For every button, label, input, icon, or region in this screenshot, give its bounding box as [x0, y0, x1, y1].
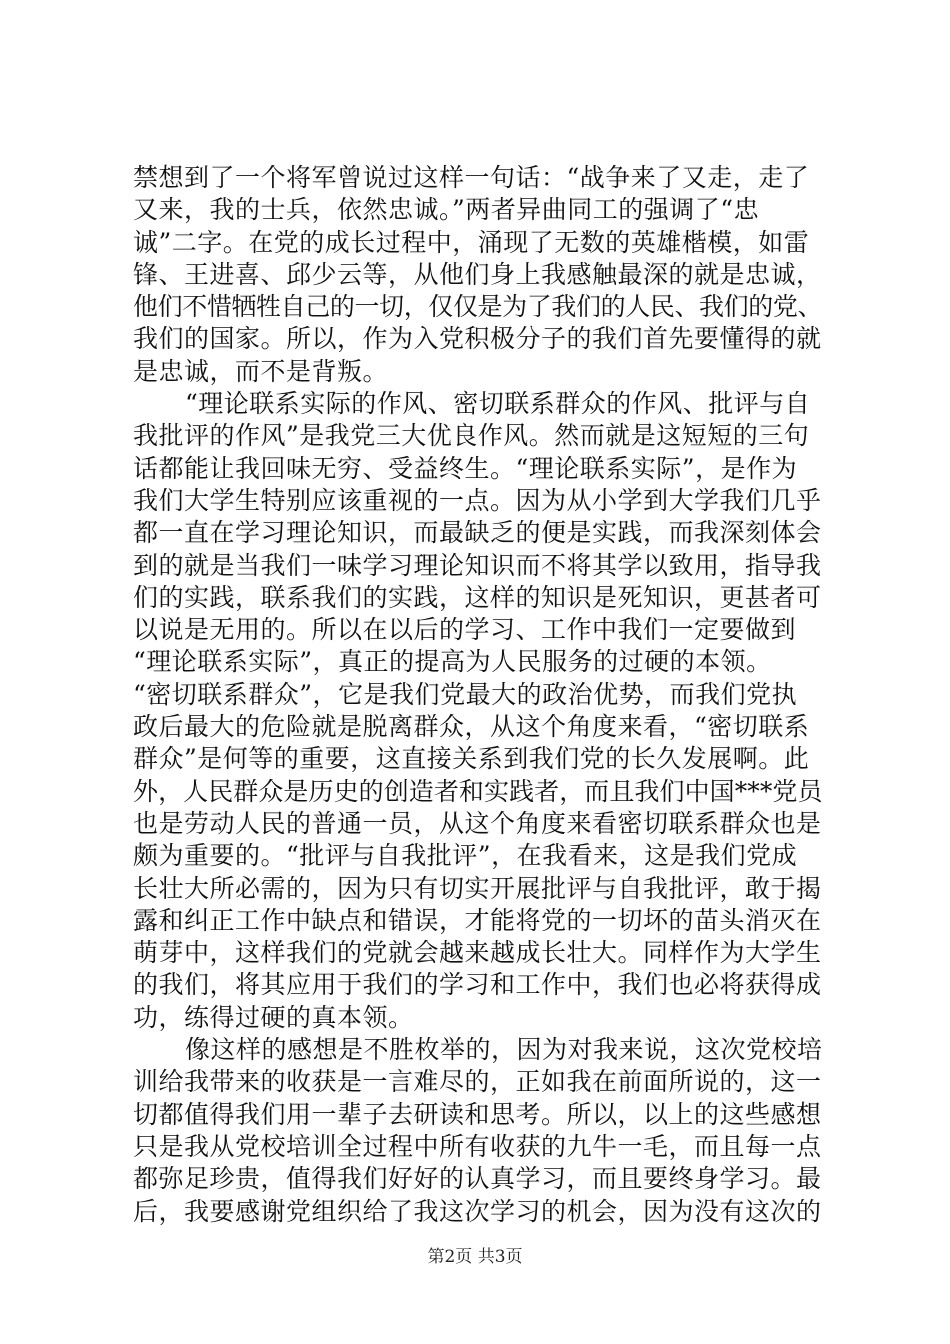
- text-line: 我们的国家。所以，作为入党积极分子的我们首先要懂得的就: [133, 324, 822, 354]
- text-line: 政后最大的危险就是脱离群众，从这个角度来看，“密切联系: [133, 712, 810, 742]
- text-line: 外，人民群众是历史的创造者和实践者，而且我们中国***党员: [133, 776, 823, 806]
- text-line: 也是劳动人民的普通一员，从这个角度来看密切联系群众也是: [133, 808, 822, 838]
- text-line: 我们大学生特别应该重视的一点。因为从小学到大学我们几乎: [133, 485, 822, 515]
- text-line: 们的实践，联系我们的实践，这样的知识是死知识，更甚者可: [133, 582, 822, 612]
- text-line: 的我们，将其应用于我们的学习和工作中，我们也必将获得成: [133, 970, 822, 1000]
- text-line: 露和纠正工作中缺点和错误，才能将党的一切坏的苗头消灭在: [133, 905, 822, 935]
- text-line: 锋、王进喜、邱少云等，从他们身上我感触最深的就是忠诚，: [133, 259, 822, 289]
- document-body: [133, 162, 823, 1228]
- text-line: 话都能让我回味无穷、受益终生。“理论联系实际”，是作为: [133, 453, 798, 483]
- text-line: 只是我从党校培训全过程中所有收获的九牛一毛，而且每一点: [133, 1131, 822, 1161]
- text-line: 后，我要感谢党组织给了我这次学习的机会，因为没有这次的: [133, 1196, 822, 1226]
- text-line: “理论联系实际”，真正的提高为人民服务的过硬的本领。: [133, 647, 772, 677]
- text-line: 都一直在学习理论知识，而最缺乏的便是实践，而我深刻体会: [133, 518, 822, 548]
- paragraph-start-line: 像这样的感想是不胜枚举的，因为对我来说，这次党校培: [185, 1035, 823, 1065]
- text-line: 又来，我的士兵，依然忠诚。”两者异曲同工的强调了“忠: [133, 195, 760, 225]
- text-line: “密切联系群众”，它是我们党最大的政治优势，而我们党执: [133, 679, 798, 709]
- text-line: 都弥足珍贵，值得我们好好的认真学习，而且要终身学习。最: [133, 1164, 822, 1194]
- text-line: 功，练得过硬的真本领。: [133, 1002, 414, 1032]
- text-line: 切都值得我们用一辈子去研读和思考。所以，以上的这些感想: [133, 1099, 822, 1129]
- text-line: 到的就是当我们一味学习理论知识而不将其学以致用，指导我: [133, 550, 822, 580]
- text-line: 是忠诚，而不是背叛。: [133, 356, 389, 386]
- text-line: 群众”是何等的重要，这直接关系到我们党的长久发展啊。此: [133, 744, 810, 774]
- text-line: 禁想到了一个将军曾说过这样一句话：“战争来了又走，走了: [133, 163, 810, 192]
- text-line: 训给我带来的收获是一言难尽的，正如我在前面所说的，这一: [133, 1067, 822, 1097]
- text-line: 长壮大所必需的，因为只有切实开展批评与自我批评，敢于揭: [133, 873, 822, 903]
- text-line: 诚”二字。在党的成长过程中，涌现了无数的英雄楷模，如雷: [133, 227, 810, 257]
- text-line: 我批评的作风”是我党三大优良作风。然而就是这短短的三句: [133, 421, 810, 451]
- text-line: 颇为重要的。“批评与自我批评”，在我看来，这是我们党成: [133, 841, 798, 871]
- page-footer: 第2页 共3页: [427, 1247, 523, 1267]
- paragraph-start-line: “理论联系实际的作风、密切联系群众的作风、批评与自: [185, 389, 811, 419]
- text-line: 萌芽中，这样我们的党就会越来越成长壮大。同样作为大学生: [133, 938, 822, 968]
- text-line: 以说是无用的。所以在以后的学习、工作中我们一定要做到: [133, 615, 797, 645]
- text-line: 他们不惜牺牲自己的一切，仅仅是为了我们的人民、我们的党、: [133, 292, 823, 322]
